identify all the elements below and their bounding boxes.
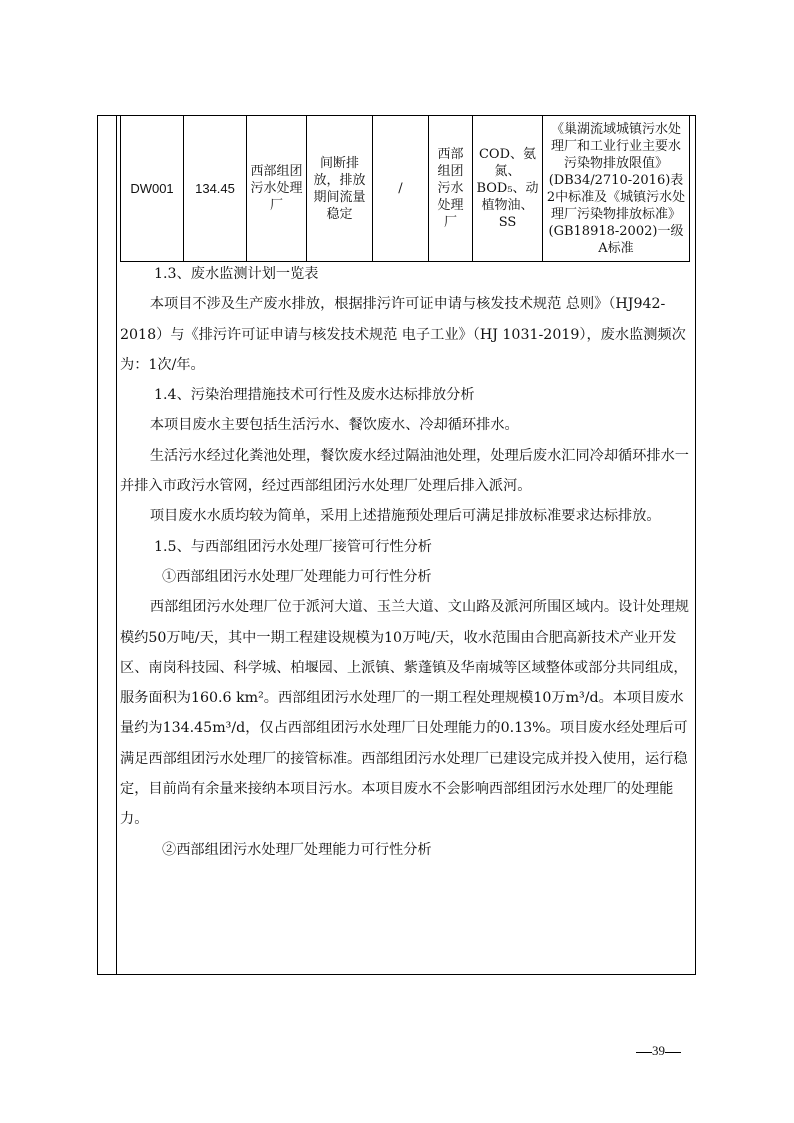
destination-cell: 西部组团污水处理厂 [247,116,307,262]
receiving-plant-cell: 西部组团污水处理厂 [429,116,473,262]
outlet-id-cell: DW001 [121,116,184,262]
interval-cell: / [373,116,429,262]
section-heading-1-5: 1.5、与西部组团污水处理厂接管可行性分析 [154,538,432,555]
paragraph: 本项目废水主要包括生活污水、餐饮废水、冷却循环排水。 [149,417,519,434]
volume-cell: 134.45 [184,116,247,262]
standard-cell: 《巢湖流域城镇污水处理厂和工业行业主要水污染物排放限值》(DB34/2710-2016)表2中标准及《城镇污水处理厂污染物排放标准》(GB18918-2002)一级A标准 [543,116,690,262]
footer-rule-left [636,1052,652,1053]
paragraph: 西部组团污水处理厂位于派河大道、玉兰大道、文山路及派河所围区域内。设计处理规模约50万吨/天，其中一期工程建设规模为10万吨/天，收水范围由合肥高新技术产业开发区、南岗科技园、科学城、柏堰园、上派镇、紫蓬镇及华南城等区域整体或部分共同组成，服务面积为160.6 km²。西部组团污水处理厂的一期工程处理规模10万m³/d。本项目废水量约为134.45m³/d，仅占西部组团污水处理厂日处理能力的0.13%。项目废水经处理后可满足西部组团污水处理厂的接管标准。西部组团污水处理厂已建设完成并投入使用，运行稳定，目前尚有余量来接纳本项目污水。本项目废水不会影响西部组团污水处理厂的处理能力。 [120,599,689,828]
page-footer [636,1043,681,1059]
paragraph: 项目废水水质均较为简单，采用上述措施预处理后可满足排放标准要求达标排放。 [149,508,661,525]
page-number: 39 [652,1043,665,1058]
sub-heading-1: ①西部组团污水处理厂处理能力可行性分析 [162,568,432,585]
body-text [120,259,696,865]
sub-heading-2: ②西部组团污水处理厂处理能力可行性分析 [162,841,432,858]
margin-rule [116,115,117,975]
table-row [121,116,690,262]
section-heading-1-3: 1.3、废水监测计划一览表 [154,266,319,282]
pollutants-cell: COD、氨氮、BOD₅、动植物油、SS [473,116,543,262]
section-heading-1-4: 1.4、污染治理措施技术可行性及废水达标排放分析 [154,387,475,404]
paragraph: 生活污水经过化粪池处理，餐饮废水经过隔油池处理，处理后废水汇同冷却循环排水一并排入市政污水管网，经过西部组团污水处理厂处理后排入派河。 [120,447,689,495]
discharge-pattern-cell: 间断排放，排放期间流量稳定 [307,116,373,262]
paragraph: 本项目不涉及生产废水排放，根据排污许可证申请与核发技术规范 总则》（HJ942-2018）与《排污许可证申请与核发技术规范 电子工业》（HJ 1031-2019），废水监测频次为：1次/年。 [120,296,686,373]
footer-rule-right [665,1052,681,1053]
discharge-table [120,115,690,262]
